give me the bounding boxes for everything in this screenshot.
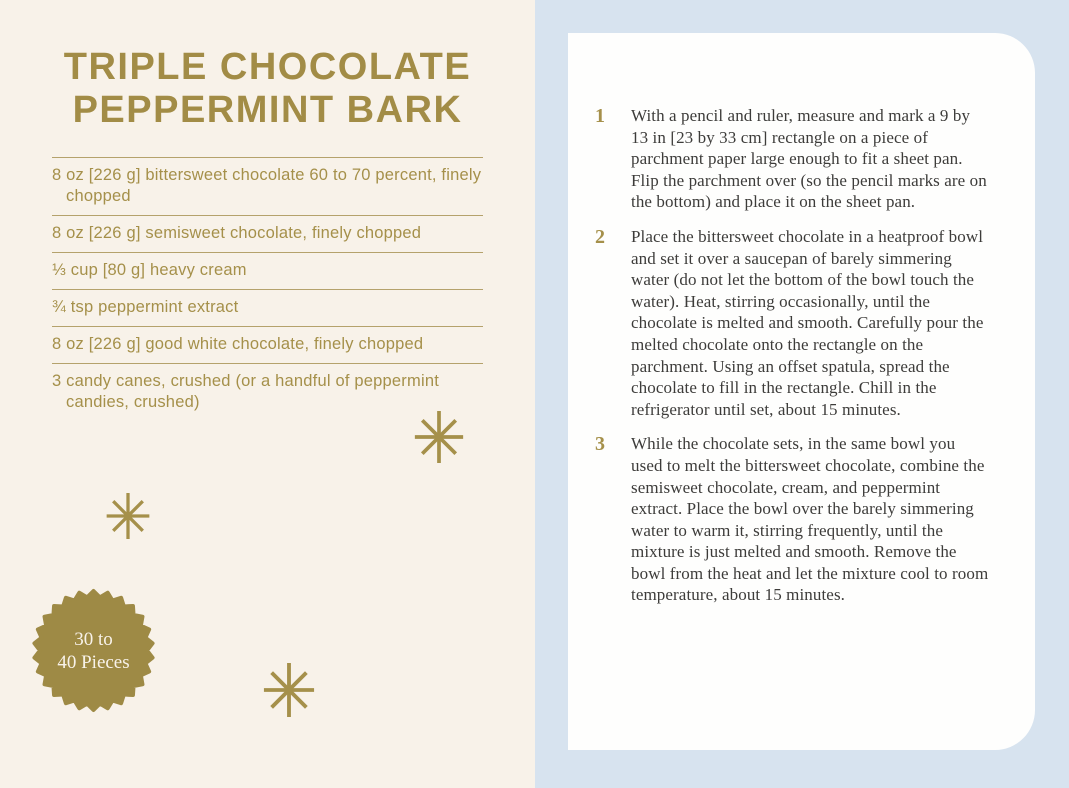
ingredient-row: 8 oz [226 g] good white chocolate, finely chopped: [52, 326, 483, 363]
step-number: 2: [595, 225, 605, 248]
instructions-card: [568, 33, 1035, 750]
ingredient-row: ¾ tsp peppermint extract: [52, 289, 483, 326]
step-text: While the chocolate sets, in the same bowl you used to melt the bittersweet chocolate, combine the semisweet chocolate, cream, and peppermint extract. Place the bowl over the barely simmering water to warm it, stirring frequently, until the mixture is just melted and smooth. Remove the bowl from the heat and let the mixture cool to room temperature, about 15 minutes.: [631, 434, 989, 605]
yield-badge-text: [31, 588, 156, 713]
instructions-panel: [535, 0, 1069, 788]
ingredient-row: 8 oz [226 g] bittersweet chocolate 60 to 70 percent, finely chopped: [52, 157, 483, 215]
ingredient-list: [52, 157, 483, 421]
yield-line2: 40 Pieces: [57, 651, 130, 673]
sparkle-icon: [413, 411, 465, 463]
ingredient-row: ⅓ cup [80 g] heavy cream: [52, 252, 483, 289]
step-text: Place the bittersweet chocolate in a heatproof bowl and set it over a saucepan of barely simmering water (do not let the bottom of the bowl touch the water). Heat, stirring occasionally, until the chocolate is melted and smooth. Carefully pour the melted chocolate onto the rectangle on the parchment. Using an offset spatula, spread the chocolate to fill in the rectangle. Chill in the refrigerator until set, about 15 minutes.: [631, 226, 984, 419]
sparkle-icon: [105, 493, 151, 539]
step-item: [595, 226, 991, 420]
page-title: [0, 46, 535, 132]
sparkle-icon: [262, 663, 316, 717]
ingredient-row: 3 candy canes, crushed (or a handful of peppermint candies, crushed): [52, 363, 483, 421]
step-number: 3: [595, 433, 605, 456]
yield-badge: [31, 588, 156, 713]
step-number: 1: [595, 105, 605, 127]
step-item: [595, 433, 991, 606]
step-text: With a pencil and ruler, measure and mark a 9 by 13 in [23 by 33 cm] rectangle on a piece of parchment paper large enough to fit a sheet pan. Flip the parchment over (so the pencil marks are on the bottom) and place it on the sheet pan.: [631, 106, 987, 212]
page-title-line1: TRIPLE CHOCOLATE: [63, 46, 472, 88]
yield-line1: 30 to: [74, 628, 113, 650]
ingredient-row: 8 oz [226 g] semisweet chocolate, finely chopped: [52, 215, 483, 252]
step-item: [595, 105, 991, 213]
page-title-line2: PEPPERMINT BARK: [72, 89, 463, 131]
